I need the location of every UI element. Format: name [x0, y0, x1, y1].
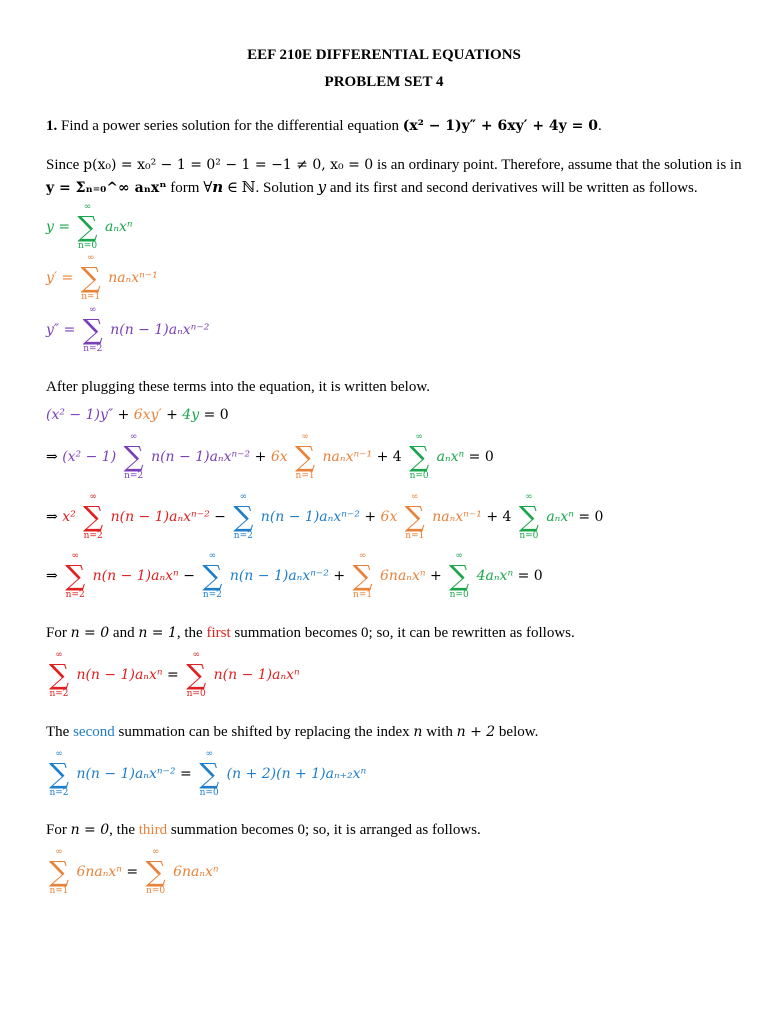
eq0-term3: 4y	[182, 407, 200, 423]
para3-text-a: For	[46, 625, 67, 641]
first-highlight: first	[206, 625, 231, 641]
eq3-body1: n(n − 1)aₙxⁿ	[92, 568, 179, 584]
combined-equation	[46, 552, 543, 600]
sum-symbol: ∞ ∑ n=0	[199, 749, 220, 798]
eq3-minus: −	[183, 568, 195, 584]
substituted-equation	[46, 433, 494, 481]
para3-math1: n = 0	[70, 625, 110, 641]
problem-statement-text: Find a power series solution for the differential equation	[61, 118, 399, 134]
para4-text-a: The	[46, 724, 70, 740]
sum-symbol: ∞ ∑ n=2	[233, 492, 254, 541]
eq1-coef2: 6x	[270, 449, 288, 465]
eq5-body2: (n + 2)(n + 1)aₙ₊₂xⁿ	[226, 766, 367, 782]
eq4-body2: n(n − 1)aₙxⁿ	[213, 667, 300, 683]
eq6-body2: 6naₙxⁿ	[173, 864, 219, 880]
series-form-line	[46, 178, 698, 197]
first-summation-text	[46, 625, 575, 642]
eq2-body4: aₙxⁿ	[546, 509, 574, 525]
third-summation-equation	[46, 848, 219, 896]
sum-symbol: ∞ ∑ n=1	[49, 847, 69, 896]
sum-symbol: ∞ ∑ n=2	[83, 492, 104, 541]
eq3-plus2: +	[429, 568, 442, 584]
first-summation-equation	[46, 651, 300, 699]
y-prime-lhs: y′ =	[46, 270, 74, 286]
second-summation-text	[46, 724, 538, 741]
eq3-body3: 6naₙxⁿ	[380, 568, 426, 584]
para4-text-d: below.	[498, 724, 539, 740]
third-highlight: third	[138, 822, 168, 838]
second-summation-equation	[46, 750, 366, 798]
eq1-body2: naₙxⁿ⁻¹	[322, 449, 373, 465]
sum-symbol: ∞ ∑ n=2	[49, 650, 69, 699]
sum-symbol: ∞ ∑ n=1	[352, 551, 373, 600]
eq3-plus1: +	[333, 568, 346, 584]
course-title: EEF 210E DIFFERENTIAL EQUATIONS	[247, 47, 521, 63]
eq1-body3: aₙxⁿ	[436, 449, 465, 465]
sum-symbol: ∞ ∑ n=1	[80, 253, 101, 302]
sum-symbol: ∞ ∑ n=1	[295, 432, 316, 481]
sum-symbol: ∞ ∑ n=0	[518, 492, 539, 541]
para4-text-c: with	[426, 724, 453, 740]
expanded-equation	[46, 493, 603, 541]
eq4-body1: n(n − 1)aₙxⁿ	[76, 667, 163, 683]
sum-symbol: ∞ ∑ n=2	[49, 749, 69, 798]
para5-text-a: For	[46, 822, 67, 838]
eq2-body2: n(n − 1)aₙxⁿ⁻²	[260, 509, 360, 525]
eq3-body4: 4aₙxⁿ	[476, 568, 514, 584]
eq2-minus: −	[214, 509, 226, 525]
sum-symbol: ∞ ∑ n=0	[145, 847, 166, 896]
sum-symbol: ∞ ∑ n=2	[65, 551, 86, 600]
sum-symbol: ∞ ∑ n=0	[77, 202, 98, 251]
para5-text-c: summation becomes 0; so, it is arranged as follows.	[170, 822, 481, 838]
problem-set-title: PROBLEM SET 4	[324, 74, 444, 90]
y-lhs: y =	[46, 219, 71, 235]
plugging-text: After plugging these terms into the equation, it is written below.	[46, 379, 430, 395]
para3-text-b: and	[112, 625, 135, 641]
eq2-plus2: + 4	[486, 509, 512, 525]
eq2-coef3: 6x	[380, 509, 398, 525]
y-double-prime-series-term: n(n − 1)aₙxⁿ⁻²	[110, 322, 210, 338]
y-double-prime-lhs: y″ =	[46, 322, 76, 338]
sum-symbol: ∞ ∑ n=2	[82, 305, 103, 354]
para5-math1: n = 0	[70, 822, 110, 838]
para3-text-c: , the	[176, 625, 203, 641]
implies-arrow: ⇒	[46, 568, 58, 584]
y-prime-series-def	[46, 254, 158, 302]
para3-math2: n = 1	[138, 625, 177, 641]
eq1-body1: n(n − 1)aₙxⁿ⁻²	[151, 449, 251, 465]
ordinary-point-line	[46, 157, 742, 174]
eq2-coef1: x²	[62, 509, 76, 525]
y-prime-series-term: naₙxⁿ⁻¹	[108, 270, 158, 286]
sum-symbol: ∞ ∑ n=2	[202, 551, 223, 600]
y-series-term: aₙxⁿ	[105, 219, 133, 235]
implies-arrow: ⇒	[46, 509, 58, 525]
para1-text-c: ∈ ℕ. Solution	[226, 180, 314, 196]
eq2-body3: naₙxⁿ⁻¹	[432, 509, 482, 525]
sum-symbol: ∞ ∑ n=1	[404, 492, 425, 541]
para4-math1: n	[413, 724, 423, 740]
problem-period: .	[598, 118, 602, 134]
sum-symbol: ∞ ∑ n=0	[186, 650, 207, 699]
second-highlight: second	[73, 724, 115, 740]
sum-symbol: ∞ ∑ n=0	[449, 551, 470, 600]
para1-form-text: form ∀	[170, 180, 213, 196]
sum-symbol: ∞ ∑ n=0	[409, 432, 430, 481]
eq6-body1: 6naₙxⁿ	[76, 864, 122, 880]
sum-symbol: ∞ ∑ n=2	[123, 432, 144, 481]
eq0-term1: (x² − 1)y″	[46, 407, 114, 423]
implies-arrow: ⇒	[46, 449, 58, 465]
eq4-equals: =	[167, 667, 179, 683]
eq1-plus2: + 4	[376, 449, 402, 465]
problem-number: 1.	[46, 118, 58, 134]
eq1-coef1: (x² − 1)	[62, 449, 117, 465]
eq2-plus1: +	[364, 509, 377, 525]
para1-text-b: is an ordinary point. Therefore, assume that the solution is in	[376, 157, 742, 173]
para1-n: n	[212, 178, 224, 196]
eq2-body1: n(n − 1)aₙxⁿ⁻²	[110, 509, 210, 525]
para5-text-b: , the	[109, 822, 135, 838]
para1-text-d: and its first and second derivatives will be written as follows.	[329, 180, 698, 196]
eq0-plus1: +	[117, 407, 130, 423]
eq3-body2: n(n − 1)aₙxⁿ⁻²	[229, 568, 329, 584]
para4-text-b: summation can be shifted by replacing the index	[118, 724, 410, 740]
eq0-term2: 6xy′	[133, 407, 162, 423]
eq1-rhs: = 0	[468, 449, 494, 465]
series-form-math: y = Σₙ₌₀^∞ aₙxⁿ	[46, 180, 167, 196]
eq0-rhs: = 0	[203, 407, 229, 423]
eq1-plus1: +	[254, 449, 267, 465]
para1-y: y	[317, 178, 327, 196]
para1-text-a: Since	[46, 157, 80, 173]
eq5-body1: n(n − 1)aₙxⁿ⁻²	[76, 766, 176, 782]
eq5-equals: =	[180, 766, 192, 782]
original-equation	[46, 407, 229, 423]
para1-math: p(x₀) = x₀² − 1 = 0² − 1 = −1 ≠ 0, x₀ = 0	[83, 157, 374, 173]
problem-statement	[46, 118, 602, 135]
eq0-plus2: +	[166, 407, 178, 423]
eq6-equals: =	[126, 864, 139, 880]
y-series-def	[46, 203, 133, 251]
para4-math2: n + 2	[456, 724, 496, 740]
eq2-rhs: = 0	[578, 509, 604, 525]
para3-text-d: summation becomes 0; so, it can be rewritten as follows.	[234, 625, 575, 641]
third-summation-text	[46, 822, 481, 839]
eq3-rhs: = 0	[517, 568, 543, 584]
y-double-prime-series-def	[46, 306, 209, 354]
problem-equation: (x² − 1)y″ + 6xy′ + 4y = 0	[402, 118, 599, 134]
